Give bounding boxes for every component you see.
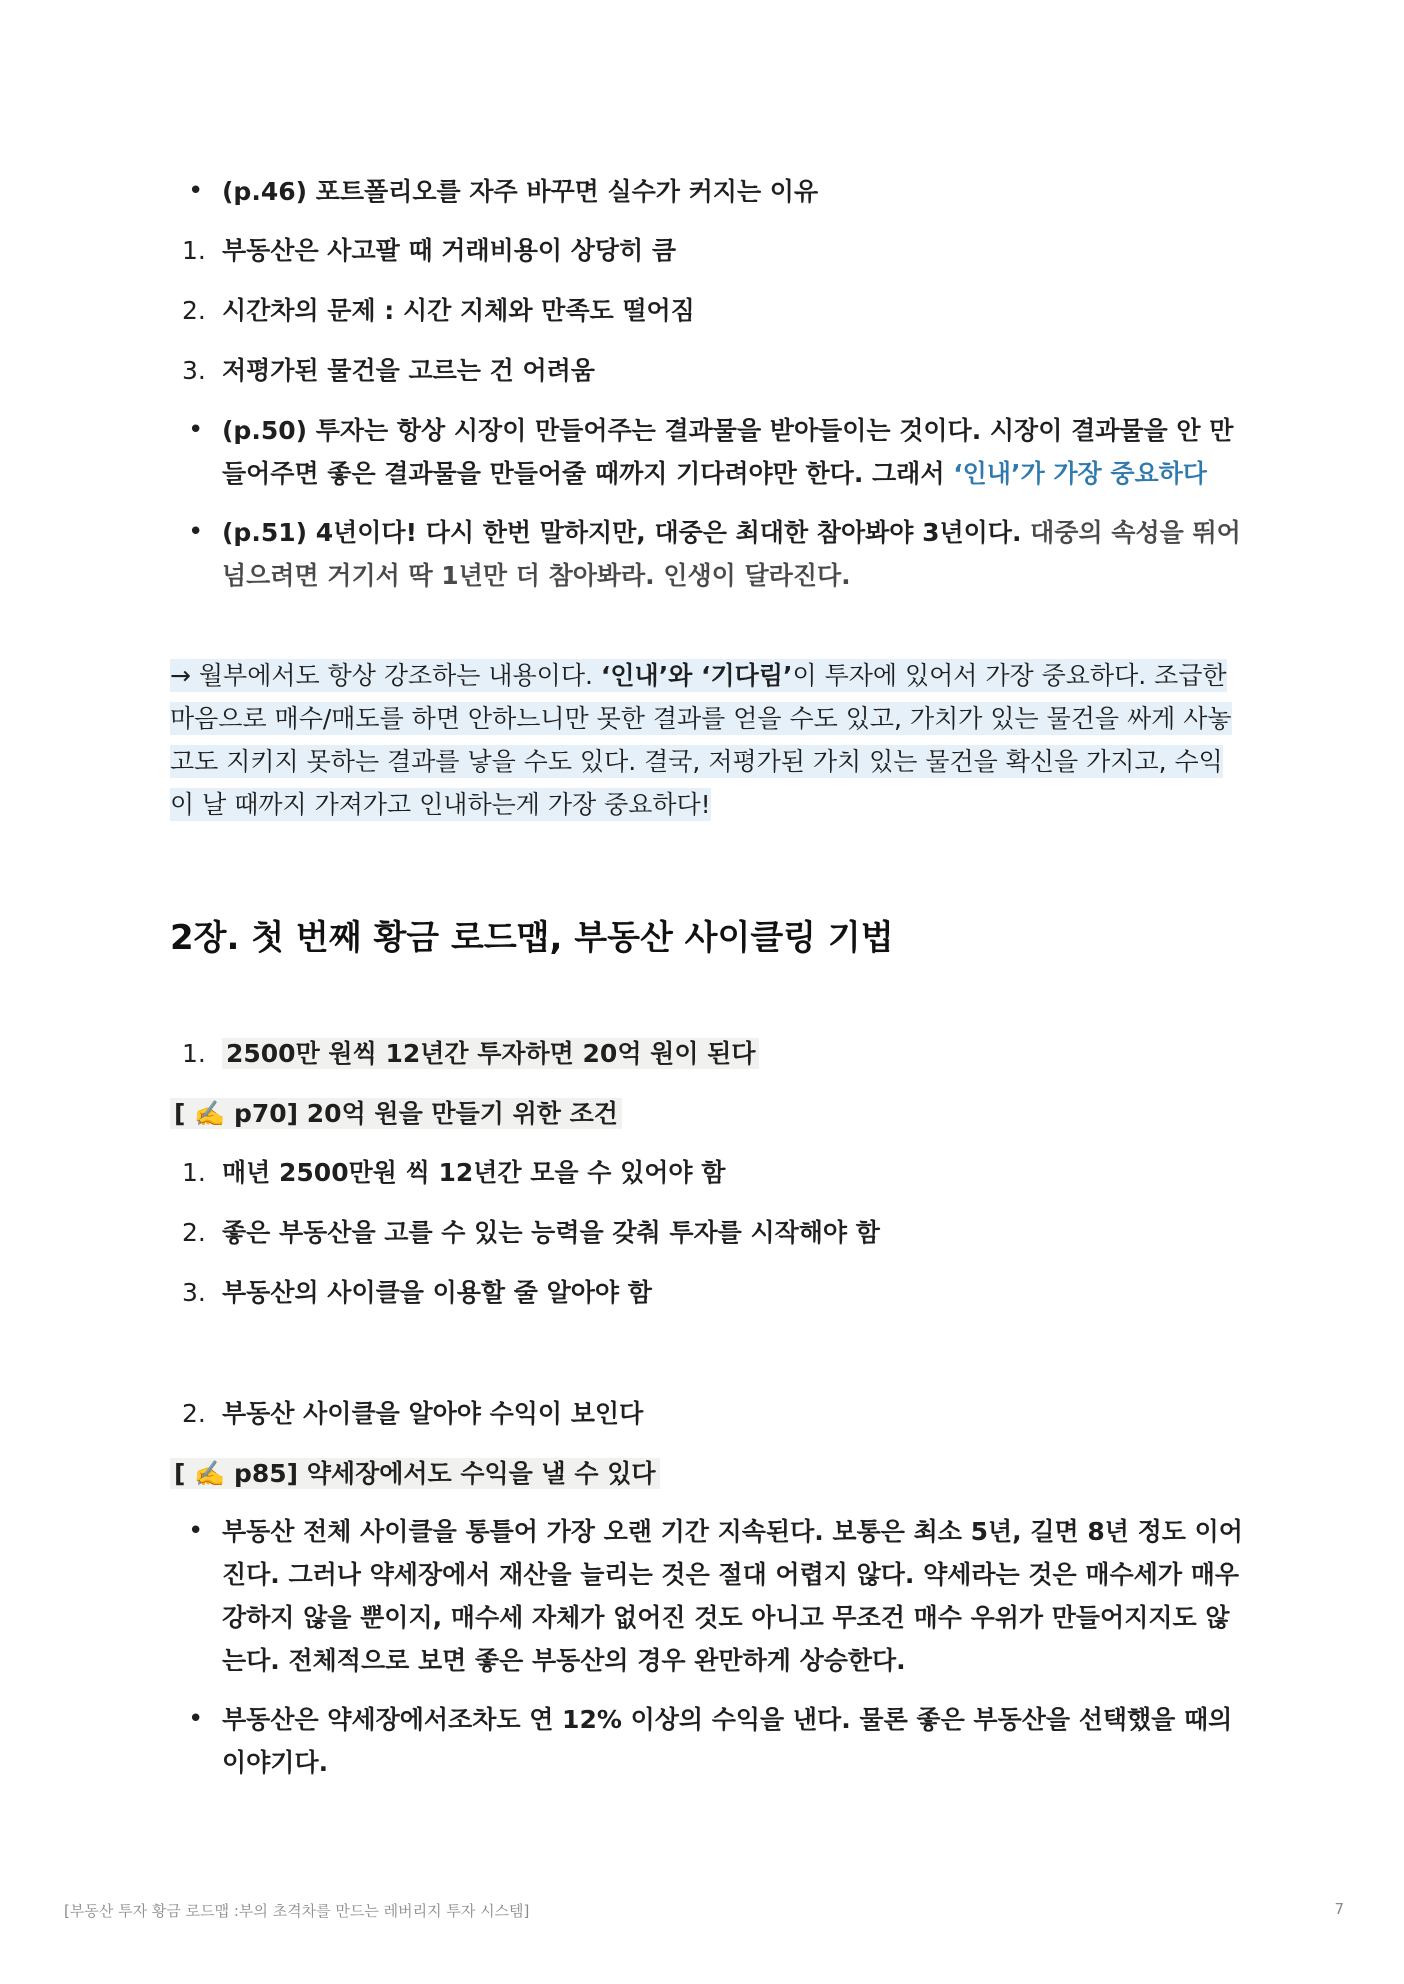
bullet-marker: • (188, 1704, 204, 1734)
numbered-item (170, 1271, 1250, 1314)
numbered-text: 시간차의 문제 : 시간 지체와 만족도 떨어짐 (222, 296, 695, 325)
numbered-text: 부동산의 사이클을 이용할 줄 알아야 함 (222, 1278, 652, 1307)
number-marker: 3. (182, 356, 206, 385)
numbered-text: 저평가된 물건을 고르는 건 어려움 (222, 356, 595, 385)
numbered-text: 매년 2500만원 씩 12년간 모을 수 있어야 함 (222, 1158, 726, 1187)
numbered-item (170, 1151, 1250, 1194)
numbered-item (170, 349, 1250, 392)
bullet-item (170, 1698, 1250, 1784)
bullet-item (170, 511, 1250, 597)
numbered-text: 좋은 부동산을 고를 수 있는 능력을 갖춰 투자를 시작해야 함 (222, 1218, 880, 1247)
bullet-item (170, 1510, 1250, 1682)
quote-bold: ‘인내’와 ‘기다림’ (600, 661, 793, 690)
bullet-marker: • (188, 1516, 204, 1546)
numbered-item (170, 1032, 1250, 1075)
number-marker: 2. (182, 1218, 206, 1247)
bullet-marker: • (188, 415, 204, 445)
page-reference: [ ✍️ p85] 약세장에서도 수익을 낼 수 있다 (170, 1452, 660, 1495)
chapter-title: 2장. 첫 번째 황금 로드맵, 부동산 사이클링 기법 (170, 918, 894, 958)
numbered-text: 부동산 사이클을 알아야 수익이 보인다 (222, 1399, 644, 1428)
quote-callout (170, 654, 1240, 826)
footer-page-number: 7 (1334, 1900, 1344, 1918)
numbered-text: 부동산은 사고팔 때 거래비용이 상당히 큼 (222, 236, 677, 265)
number-marker: 1. (182, 1039, 206, 1068)
numbered-item (170, 1211, 1250, 1254)
quote-text-pre: → 월부에서도 항상 강조하는 내용이다. (170, 661, 601, 690)
bullet-text: (p.51) 4년이다! 다시 한번 말하지만, 대중은 최대한 참아봐야 3년이다. (222, 518, 1031, 547)
conditions-list (170, 1151, 1250, 1314)
bullet-marker: • (188, 517, 204, 547)
numbered-item (170, 289, 1250, 332)
highlighted-text: ‘인내’가 가장 중요하다 (953, 459, 1207, 488)
bullet-item (170, 170, 1250, 213)
page-reference: [ ✍️ p70] 20억 원을 만들기 위한 조건 (170, 1092, 622, 1135)
bullet-text: (p.46) 포트폴리오를 자주 바꾸면 실수가 커지는 이유 (222, 177, 819, 206)
bear-market-list (170, 1510, 1250, 1784)
number-marker: 2. (182, 1399, 206, 1428)
footer-book-title: [부동산 투자 황금 로드맵 :부의 초격차를 만드는 레버리지 투자 시스템] (64, 1902, 530, 1920)
number-marker: 3. (182, 1278, 206, 1307)
bullet-text: 부동산 전체 사이클을 통틀어 가장 오랜 기간 지속된다. 보통은 최소 5년, 길면 8년 정도 이어진다. 그러나 약세장에서 재산을 늘리는 것은 절대 어렵지 않다. 약세라는 것은 매수세가 매우 강하지 않을 뿐이지, 매수세 자체가 없어진 것도 아니고 무조건 매수 우위가 만들어지지도 않는다. 전체적으로 보면 좋은 부동산의 경우 완만하게 상승한다. (222, 1517, 1243, 1675)
section-2-item-2 (170, 1392, 1250, 1435)
bullet-item (170, 409, 1250, 495)
numbered-item (170, 1392, 1250, 1435)
bullet-text: (p.50) 투자는 항상 시장이 만들어주는 결과물을 받아들이는 것이다. 시장이 결과물을 안 만들어주면 좋은 결과물을 만들어줄 때까지 기다려야만 한다. 그래서 (222, 416, 1234, 488)
bullet-marker: • (188, 176, 204, 206)
section-2-item-1 (170, 1032, 1250, 1075)
bullet-text: 부동산은 약세장에서조차도 연 12% 이상의 수익을 낸다. 물론 좋은 부동산을 선택했을 때의 이야기다. (222, 1705, 1233, 1777)
number-marker: 1. (182, 236, 206, 265)
gray-text: 대중의 속성을 뛰어넘으려면 거기서 딱 1년만 더 참아봐라. 인생이 달라진다. (222, 518, 1241, 590)
number-marker: 2. (182, 296, 206, 325)
numbered-text: 2500만 원씩 12년간 투자하면 20억 원이 된다 (222, 1038, 759, 1069)
section-1 (170, 170, 1250, 597)
numbered-item (170, 229, 1250, 272)
number-marker: 1. (182, 1158, 206, 1187)
quote-text-post: 이 투자에 있어서 가장 중요하다. 조급한 마음으로 매수/매도를 하면 안하느니만 못한 결과를 얻을 수도 있고, 가치가 있는 물건을 싸게 사놓고도 지키지 못하는 결과를 낳을 수도 있다. 결국, 저평가된 가치 있는 물건을 확신을 가지고, 수익이 날 때까지 가져가고 인내하는게 가장 중요하다! (170, 661, 1232, 819)
